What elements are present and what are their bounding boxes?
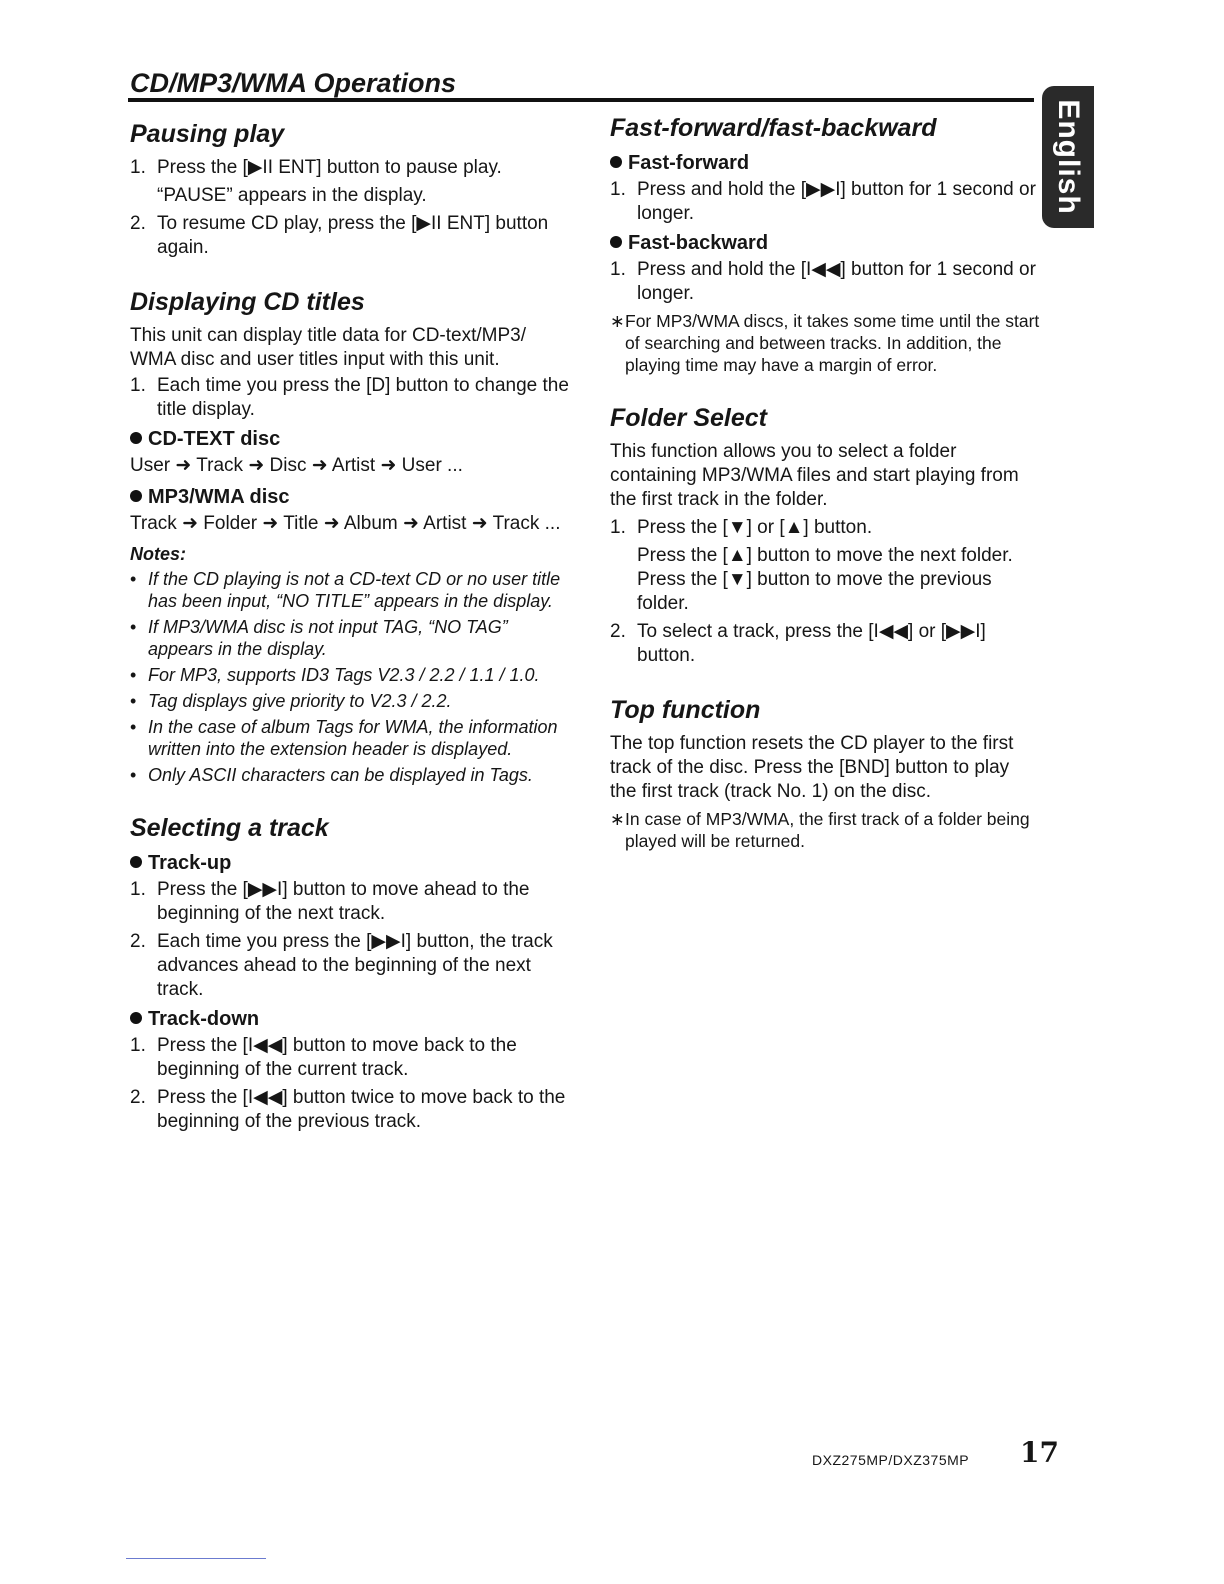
section-displaying-titles: [130, 286, 570, 786]
step-number: 2.: [130, 931, 146, 952]
list-item: [610, 516, 1040, 540]
page-title: CD/MP3/WMA Operations: [130, 68, 457, 98]
fast-forward-note: [610, 310, 1040, 376]
bullet-icon: •: [130, 665, 137, 685]
subheading-track-down: [130, 1006, 570, 1032]
section-top-function: [610, 694, 1040, 852]
subheading-label: Fast-backward: [628, 232, 769, 254]
list-item: [130, 930, 570, 1002]
heading-top-function: Top function: [610, 696, 761, 724]
bullet-icon: [130, 1012, 142, 1024]
notes-label: Notes:: [130, 544, 187, 564]
bullet-icon: [130, 490, 142, 502]
section-selecting-track: [130, 812, 570, 1134]
note-item: [130, 568, 570, 612]
heading-selecting-track: Selecting a track: [130, 814, 329, 842]
subheading-label: CD-TEXT disc: [148, 428, 281, 450]
step-number: 1.: [130, 375, 146, 396]
titles-intro: This unit can display title data for CD-text/MP3/ WMA disc and user titles input with this unit.: [130, 325, 526, 370]
top-intro: The top function resets the CD player to the first track of the disc. Press the [BND] button to play the first track (track No. 1) on the disc.: [610, 733, 1014, 802]
subheading-track-up: [130, 850, 570, 876]
step-text: Press the [I◀◀] button to move back to the beginning of the current track.: [157, 1035, 517, 1080]
subheading-label: Track-down: [148, 1008, 260, 1030]
bullet-icon: [610, 236, 622, 248]
heading-displaying-titles: Displaying CD titles: [130, 288, 365, 316]
bullet-icon: •: [130, 569, 137, 589]
left-column: [130, 118, 570, 1160]
list-item: [130, 212, 570, 260]
section-folder-select: [610, 402, 1040, 668]
bullet-icon: •: [130, 717, 137, 737]
step-number: 1.: [130, 157, 146, 178]
subheading-fast-backward: [610, 230, 1040, 256]
subheading-fast-forward: [610, 150, 1040, 176]
bullet-icon: [130, 856, 142, 868]
mp3-sequence: Track ➜ Folder ➜ Title ➜ Album ➜ Artist ➜ Track ...: [130, 513, 561, 534]
cd-text-sequence: User ➜ Track ➜ Disc ➜ Artist ➜ User ...: [130, 455, 463, 476]
step-text: Press the [▼] or [▲] button.: [637, 517, 873, 538]
note-text: Tag displays give priority to V2.3 / 2.2.: [148, 691, 452, 711]
heading-pausing-play: Pausing play: [130, 120, 285, 148]
note-text: For MP3, supports ID3 Tags V2.3 / 2.2 / 1.1 / 1.0.: [148, 665, 540, 685]
step-text: Press and hold the [▶▶I] button for 1 second or longer.: [637, 179, 1036, 224]
note-text: In the case of album Tags for WMA, the information written into the extension header is displayed.: [148, 717, 558, 759]
heading-fast-forward: Fast-forward/fast-backward: [610, 114, 937, 142]
bullet-icon: [130, 432, 142, 444]
list-item: [610, 544, 1040, 616]
top-note: [610, 808, 1040, 852]
step-text: “PAUSE” appears in the display.: [157, 185, 427, 206]
step-text: Press and hold the [I◀◀] button for 1 second or longer.: [637, 259, 1036, 304]
asterisk-icon: ∗: [610, 311, 625, 331]
list-item: [610, 620, 1040, 668]
step-number: 2.: [130, 1087, 146, 1108]
step-text: Press the [▶▶I] button to move ahead to the beginning of the next track.: [157, 879, 530, 924]
list-item: [610, 178, 1040, 226]
note-text: In case of MP3/WMA, the first track of a folder being played will be returned.: [625, 809, 1030, 851]
step-text: To select a track, press the [I◀◀] or [▶▶I] button.: [637, 621, 986, 666]
list-item: [610, 258, 1040, 306]
step-text: Press the [I◀◀] button twice to move back to the beginning of the previous track.: [157, 1087, 566, 1132]
right-column: [610, 112, 1040, 878]
subheading-label: MP3/WMA disc: [148, 486, 290, 508]
step-number: 2.: [130, 213, 146, 234]
note-item: [130, 690, 570, 712]
divider: [126, 1558, 266, 1559]
list-item: [130, 878, 570, 926]
note-item: [130, 664, 570, 686]
step-text: Each time you press the [D] button to change the title display.: [157, 375, 569, 420]
step-text: To resume CD play, press the [▶II ENT] button again.: [157, 213, 549, 258]
bullet-icon: •: [130, 691, 137, 711]
asterisk-icon: ∗: [610, 809, 625, 829]
folder-intro: This function allows you to select a folder containing MP3/WMA files and start playing from the first track in the folder.: [610, 441, 1019, 510]
bullet-icon: •: [130, 617, 137, 637]
note-item: [130, 716, 570, 760]
model-number: DXZ275MP/DXZ375MP: [812, 1452, 970, 1468]
subheading-cd-text: [130, 426, 570, 452]
language-tab: [1042, 86, 1094, 228]
title-rule: [128, 98, 1034, 102]
subheading-label: Fast-forward: [628, 152, 750, 174]
step-number: 1.: [610, 517, 626, 538]
note-text: Only ASCII characters can be displayed in Tags.: [148, 765, 533, 785]
step-number: [130, 184, 157, 208]
step-text: Press the [▶II ENT] button to pause play.: [157, 157, 502, 178]
section-fast-forward: [610, 112, 1040, 376]
subheading-label: Track-up: [148, 852, 232, 874]
note-text: For MP3/WMA discs, it takes some time until the start of searching and between tracks. In addition, the playing time may have a margin of error.: [625, 311, 1040, 375]
page-number: 17: [1020, 1436, 1059, 1469]
note-item: [130, 616, 570, 660]
subheading-mp3-wma: [130, 484, 570, 510]
step-text: Press the [▲] button to move the next folder. Press the [▼] button to move the previous folder.: [637, 545, 1013, 614]
language-tab-label: English: [1052, 99, 1085, 215]
step-number: [610, 544, 637, 616]
list-item: [130, 156, 570, 180]
step-number: 1.: [130, 1035, 146, 1056]
bullet-icon: •: [130, 765, 137, 785]
note-text: If MP3/WMA disc is not input TAG, “NO TAG” appears in the display.: [148, 617, 508, 659]
list-item: [130, 374, 570, 422]
heading-folder-select: Folder Select: [610, 404, 767, 432]
step-number: 1.: [610, 179, 626, 200]
step-number: 1.: [610, 259, 626, 280]
bullet-icon: [610, 156, 622, 168]
list-item: [130, 1086, 570, 1134]
step-number: 2.: [610, 621, 626, 642]
list-item: [130, 184, 570, 208]
step-text: Each time you press the [▶▶I] button, the track advances ahead to the beginning of the next track.: [157, 931, 553, 1000]
list-item: [130, 1034, 570, 1082]
note-item: [130, 764, 570, 786]
section-pausing-play: [130, 118, 570, 260]
step-number: 1.: [130, 879, 146, 900]
note-text: If the CD playing is not a CD-text CD or no user title has been input, “NO TITLE” appears in the display.: [148, 569, 561, 611]
